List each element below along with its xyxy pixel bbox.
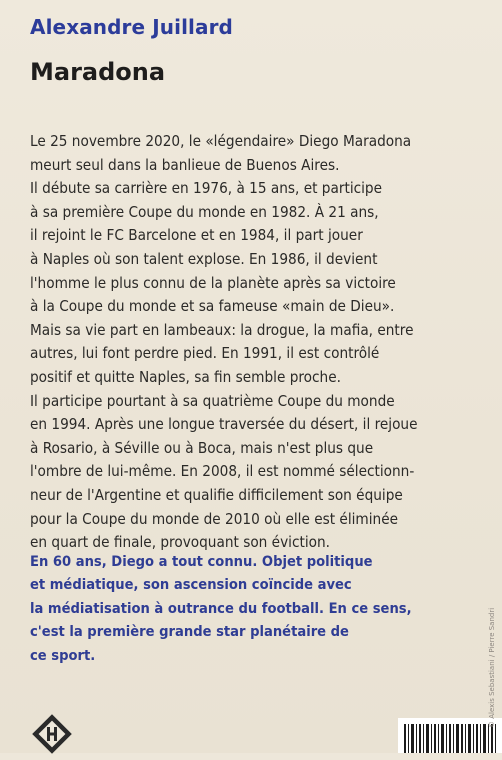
summary-line: Il participe pourtant à sa quatrième Coupe du monde <box>30 391 395 410</box>
summary-line: l'ombre de lui-même. En 2008, il est nommé sélectionn- <box>30 462 415 481</box>
highlight-blurb <box>30 550 498 667</box>
summary-line: positif et quitte Naples, sa fin semble proche. <box>30 367 341 386</box>
summary-line: Il débute sa carrière en 1976, à 15 ans, et participe <box>30 179 383 198</box>
blurb-line: et médiatique, son ascension coïncide avec <box>30 576 352 594</box>
summary-line: neur de l'Argentine et qualifie difficilement son équipe <box>30 485 403 504</box>
blurb-line: En 60 ans, Diego a tout connu. Objet politique <box>30 553 373 570</box>
summary-line: en quart de finale, provoquant son éviction. <box>30 533 330 552</box>
summary-line: à sa première Coupe du monde en 1982. À 21 ans, <box>30 202 379 221</box>
book-title: Maradona <box>30 58 166 86</box>
summary-line: Le 25 novembre 2020, le «légendaire» Diego Maradona <box>30 132 412 150</box>
summary-line: à la Coupe du monde et sa fameuse «main de Dieu». <box>30 297 395 316</box>
author-name: Alexandre Juillard <box>30 15 233 39</box>
blurb-line: la médiatisation à outrance du football. En ce sens, <box>30 599 412 617</box>
summary-line: à Naples où son talent explose. En 1986, il devient <box>30 249 378 268</box>
photo-credit-text: © Alexis Sebastiani / Pierre Sandri <box>488 607 496 728</box>
summary-line: à Rosario, à Séville ou à Boca, mais n'est plus que <box>30 438 374 457</box>
blurb-line: ce sport. <box>30 646 96 664</box>
photo-credit <box>478 607 496 730</box>
summary-line: en 1994. Après une longue traversée du désert, il rejoue <box>30 415 418 434</box>
summary-text <box>30 130 498 555</box>
summary-line: il rejoint le FC Barcelone et en 1984, il part jouer <box>30 226 363 245</box>
publisher-logo-icon <box>30 712 74 756</box>
summary-line: autres, lui font perdre pied. En 1991, il est contrôlé <box>30 344 380 363</box>
summary-line: meurt seul dans la banlieue de Buenos Aires. <box>30 155 340 174</box>
summary-line: l'homme le plus connu de la planète après sa victoire <box>30 273 396 292</box>
summary-line: Mais sa vie part en lambeaux: la drogue, la mafia, entre <box>30 320 414 339</box>
blurb-line: c'est la première grande star planétaire de <box>30 623 349 641</box>
summary-line: pour la Coupe du monde de 2010 où elle est éliminée <box>30 509 399 528</box>
